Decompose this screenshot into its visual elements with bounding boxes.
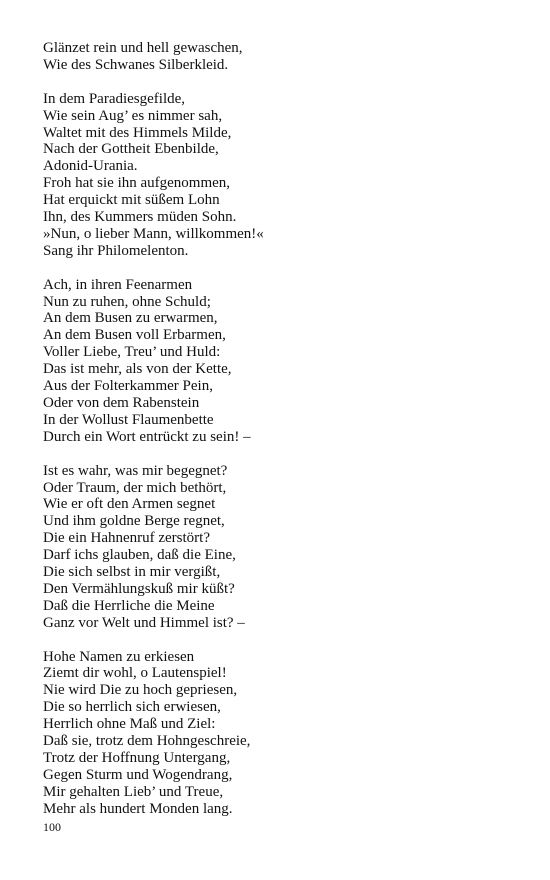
stanza-2	[43, 91, 513, 260]
poem-line: Voller Liebe, Treu’ und Huld:	[43, 344, 221, 361]
poem-line: Gegen Sturm und Wogendrang,	[43, 766, 233, 783]
poem-line: Glänzet rein und hell gewaschen,	[43, 40, 243, 56]
poem-line: In dem Paradiesgefilde,	[43, 90, 186, 107]
poem-line: Den Vermählungskuß mir küßt?	[43, 580, 235, 597]
poem-line: Herrlich ohne Maß und Ziel:	[43, 716, 216, 733]
poem-line: Die so herrlich sich erwiesen,	[43, 699, 221, 716]
poem-line: In der Wollust Flaumenbette	[43, 411, 214, 428]
poem-line: Adonid-Urania.	[43, 158, 138, 175]
poem-line: »Nun, o lieber Mann, willkommen!«	[43, 225, 264, 242]
poem-line: Froh hat sie ihn aufgenommen,	[43, 175, 231, 192]
poem-line: Die ein Hahnenruf zerstört?	[43, 530, 211, 547]
stanza-5	[43, 649, 513, 818]
poem-line: Das ist mehr, als von der Kette,	[43, 361, 232, 378]
poem-line: Aus der Folterkammer Pein,	[43, 378, 213, 395]
poem-line: Durch ein Wort entrückt zu sein! –	[43, 428, 251, 445]
poem-line: Nach der Gottheit Ebenbilde,	[43, 141, 219, 158]
poem-line: Nun zu ruhen, ohne Schuld;	[43, 293, 211, 310]
poem-line: Hohe Namen zu erkiesen	[43, 648, 195, 665]
stanza-4	[43, 463, 513, 632]
poem-line: Ist es wahr, was mir begegnet?	[43, 462, 228, 479]
poem-line: Und ihm goldne Berge regnet,	[43, 513, 225, 530]
poem-line: Oder von dem Rabenstein	[43, 395, 200, 411]
poem-line: Nie wird Die zu hoch gepriesen,	[43, 682, 238, 699]
poem-line: Sang ihr Philomelenton.	[43, 242, 189, 259]
poem-line: Oder Traum, der mich bethört,	[43, 479, 227, 496]
poem-line: Ganz vor Welt und Himmel ist? –	[43, 614, 245, 631]
stanza-1	[43, 40, 513, 74]
poem-line: Trotz der Hoffnung Untergang,	[43, 750, 231, 766]
poem-line: Ihn, des Kummers müden Sohn.	[43, 209, 237, 226]
poem-line: Ach, in ihren Feenarmen	[43, 276, 193, 293]
poem-line: Ziemt dir wohl, o Lautenspiel!	[43, 665, 227, 682]
poem-line: Waltet mit des Himmels Milde,	[43, 124, 232, 141]
poem-line: Darf ichs glauben, daß die Eine,	[43, 547, 236, 564]
poem-line: Daß sie, trotz dem Hohngeschreie,	[43, 733, 251, 750]
poem-line: Wie er oft den Armen segnet	[43, 496, 216, 513]
poem-line: Mehr als hundert Monden lang.	[43, 800, 233, 817]
poem-line: Daß die Herrliche die Meine	[43, 597, 215, 614]
poem-line: Die sich selbst in mir vergißt,	[43, 564, 221, 581]
page-number: 100	[43, 820, 61, 834]
poem-line: An dem Busen zu erwarmen,	[43, 310, 218, 327]
poem-line: Wie sein Aug’ es nimmer sah,	[43, 107, 223, 124]
poem-line: Hat erquickt mit süßem Lohn	[43, 192, 220, 209]
stanza-3	[43, 277, 513, 446]
poem-text	[43, 40, 513, 818]
poem-line: Wie des Schwanes Silberkleid.	[43, 56, 229, 73]
poem-line: Mir gehalten Lieb’ und Treue,	[43, 783, 224, 800]
poem-line: An dem Busen voll Erbarmen,	[43, 327, 226, 344]
